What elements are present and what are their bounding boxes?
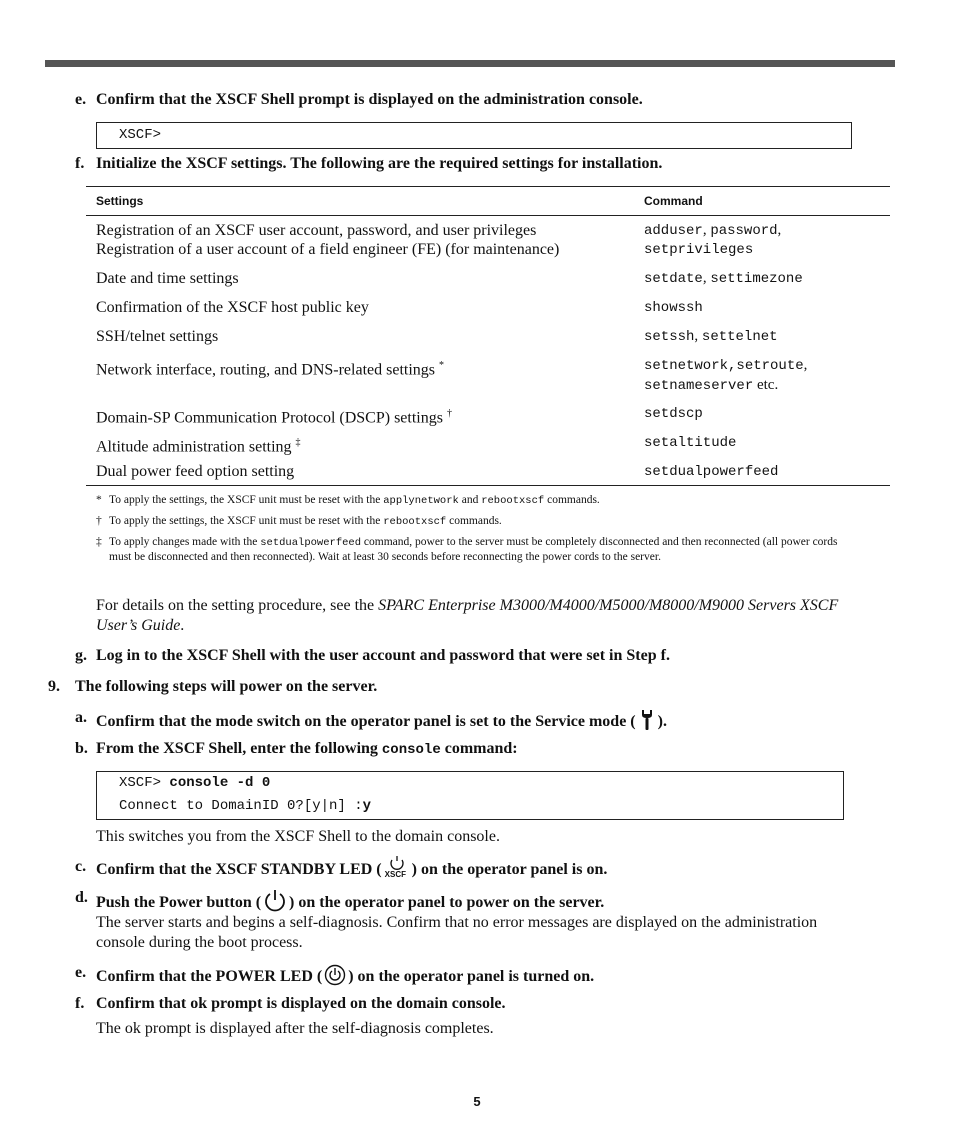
paragraph: This switches you from the XSCF Shell to the domain console.: [96, 828, 500, 845]
step-text: ) on the operator panel to power on the server.: [289, 894, 605, 911]
command-cell: [644, 327, 778, 347]
step-text: The following steps will power on the server.: [75, 678, 378, 695]
command: setnameserver: [644, 378, 754, 394]
step-label: b.: [75, 740, 88, 757]
setting-text: Registration of a user account of a field engineer (FE) (for maintenance): [96, 241, 560, 258]
table-row: [96, 298, 369, 317]
command: setdualpowerfeed: [644, 464, 779, 480]
step-label: f.: [75, 995, 85, 1012]
separator: ,: [702, 222, 711, 238]
step-label: a.: [75, 709, 87, 726]
table-row: [96, 327, 218, 346]
step-f-initialize-settings: [75, 155, 663, 173]
footnote-text: command, power to the server must be completely disconnected and then reconnected (all power cords must be disconnected and then reconnected). Wait at least 30 seconds before reconnecting the power cords to the server.: [109, 536, 838, 563]
setting-text: Domain-SP Communication Protocol (DSCP) settings: [96, 409, 443, 427]
command: settelnet: [701, 329, 778, 345]
step-text: command:: [440, 740, 518, 757]
footnote-mark: †: [446, 408, 452, 419]
step-label: e.: [75, 91, 87, 108]
command-cell: [644, 356, 807, 396]
command-cell: [644, 269, 803, 289]
footnote-mark: *: [439, 360, 445, 371]
footnote-text: commands.: [446, 515, 502, 527]
step-f-ok-prompt: [75, 995, 506, 1013]
step-label: g.: [75, 647, 87, 664]
command-cell: [644, 462, 778, 482]
prompt: XSCF>: [119, 775, 170, 791]
step-e-confirm-prompt: [75, 91, 643, 109]
output-text: Connect to DomainID 0?[y|n] :: [119, 798, 363, 814]
step-label: f.: [75, 155, 85, 172]
command: setssh: [644, 329, 695, 345]
column-header-settings: Settings: [96, 194, 144, 208]
code-box-console: [96, 771, 844, 820]
step-b-console-command: [75, 740, 518, 758]
command: password: [710, 223, 778, 239]
setting-text: Confirmation of the XSCF host public key: [96, 299, 369, 316]
code-line: [119, 798, 371, 814]
icon-caption: XSCF: [384, 870, 406, 879]
step-label: d.: [75, 889, 88, 906]
setting-text: Date and time settings: [96, 270, 239, 287]
paragraph-text: .: [180, 617, 185, 634]
setting-text: Registration of an XSCF user account, password, and user privileges: [96, 222, 537, 239]
service-mode-wrench-icon: [639, 709, 655, 731]
step-a-mode-switch: [75, 709, 667, 730]
command: settimezone: [710, 271, 803, 287]
command: setnetwork: [644, 358, 729, 374]
etc-text: etc.: [753, 377, 779, 393]
command: rebootxscf: [481, 495, 545, 507]
footnote-text: To apply the settings, the XSCF unit must be reset with the: [109, 515, 384, 527]
command: console: [381, 742, 441, 758]
code-box-xscf-prompt: [96, 122, 852, 149]
footnote-text: To apply the settings, the XSCF unit must be reset with the: [109, 494, 384, 506]
step-text: ) on the operator panel is turned on.: [348, 968, 595, 985]
power-button-icon: [263, 889, 287, 913]
step-text: Confirm that the mode switch on the operator panel is set to the Service mode (: [96, 713, 636, 730]
separator: ,: [728, 358, 737, 374]
command: adduser: [644, 223, 703, 239]
command: setdualpowerfeed: [260, 537, 362, 549]
paragraph-text: For details on the setting procedure, see the: [96, 597, 379, 614]
guide-title: SPARC Enterprise M3000/M4000/M5000/M8000/M9000 Servers XSCF User’s Guide: [96, 597, 839, 634]
command: setprivileges: [644, 242, 754, 258]
step-e-power-led: [75, 964, 595, 985]
step-c-standby-led: [75, 858, 608, 879]
setting-text: Altitude administration setting: [96, 438, 292, 456]
footnote-mark: †: [96, 515, 102, 527]
step-d-power-button: [75, 889, 605, 911]
command: setdate: [644, 271, 703, 287]
step-text: Initialize the XSCF settings. The following are the required settings for installation.: [96, 155, 663, 172]
command: setroute: [736, 358, 804, 374]
step-text: Confirm that the POWER LED (: [96, 968, 323, 985]
command-cell: [644, 221, 781, 260]
footnote-mark: *: [96, 494, 102, 506]
paragraph: The ok prompt is displayed after the self-diagnosis completes.: [96, 1020, 494, 1037]
table-row: [96, 356, 444, 379]
command: setaltitude: [644, 435, 737, 451]
command: rebootxscf: [383, 516, 447, 528]
footnote-text: and: [458, 494, 482, 506]
page-number: 5: [473, 1094, 481, 1109]
code-line: [119, 775, 270, 791]
typed-answer: y: [362, 798, 372, 814]
table-top-rule: [86, 186, 890, 187]
separator: ,: [777, 222, 782, 238]
setting-text: Dual power feed option setting: [96, 463, 295, 480]
step-text: Confirm that the XSCF Shell prompt is displayed on the administration console.: [96, 91, 643, 108]
header-rule: [45, 60, 895, 67]
command-cell: [644, 433, 736, 453]
table-header-rule: [86, 215, 890, 216]
step-label: e.: [75, 964, 87, 981]
step-text: Confirm that the XSCF STANDBY LED (: [96, 861, 382, 878]
details-paragraph: [96, 596, 866, 636]
table-bottom-rule: [86, 485, 890, 486]
command: applynetwork: [383, 495, 459, 507]
step-label: 9.: [48, 678, 60, 695]
step-text: Log in to the XSCF Shell with the user account and password that were set in Step f.: [96, 647, 670, 664]
setting-text: SSH/telnet settings: [96, 328, 219, 345]
command: showssh: [644, 300, 703, 316]
separator: ,: [694, 328, 702, 344]
command-cell: [644, 298, 703, 318]
command-cell: [644, 404, 703, 424]
table-row: [96, 221, 559, 259]
paragraph: The server starts and begins a self-diagnosis. Confirm that no error messages are displayed on the administration console during the boot process.: [96, 914, 818, 951]
table-row: [96, 269, 239, 288]
setting-text: Network interface, routing, and DNS-related settings: [96, 361, 436, 379]
step-text: Push the Power button (: [96, 894, 262, 911]
table-row: [96, 433, 301, 456]
command: setdscp: [644, 406, 703, 422]
step-text: ).: [657, 713, 667, 730]
footnote-mark: ‡: [96, 536, 102, 548]
typed-command: console -d 0: [169, 775, 271, 791]
step-text: Confirm that ok prompt is displayed on the domain console.: [96, 995, 506, 1012]
code-line: XSCF>: [119, 127, 162, 143]
step-text: ) on the operator panel is on.: [411, 861, 608, 878]
separator: ,: [702, 270, 711, 286]
xscf-standby-led-icon: [384, 858, 410, 880]
table-row: [96, 462, 294, 481]
footnote-text: To apply changes made with the: [109, 536, 261, 548]
step-g-login: [75, 647, 670, 665]
footnote-text: commands.: [544, 494, 600, 506]
column-header-command: Command: [644, 194, 703, 208]
power-led-icon: [324, 964, 346, 986]
step-text: From the XSCF Shell, enter the following: [96, 740, 382, 757]
separator: ,: [803, 357, 808, 373]
step-label: c.: [75, 858, 87, 875]
footnote-mark: ‡: [295, 437, 301, 448]
step-9-power-on: [48, 678, 378, 696]
table-row: [96, 404, 452, 427]
